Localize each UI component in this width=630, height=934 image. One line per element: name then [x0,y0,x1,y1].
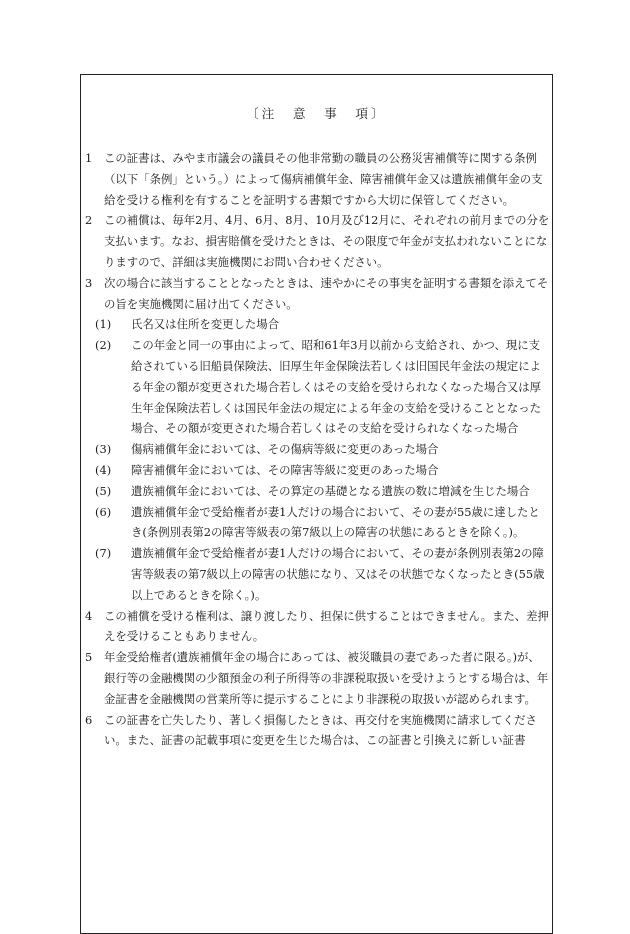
item-number: 1 [85,151,93,165]
sub-item-7 [95,543,550,605]
sub-item-text: 遺族補償年金においては、その算定の基礎となる遺族の数に増減を生じた場合 [131,483,530,498]
sub-item-text: 障害補償年金においては、その障害等級に変更のあった場合 [131,462,439,477]
sub-item-number: (2) [95,338,112,353]
item-text: 次の場合に該当することとなったときは、速やかにその事実を証明する書類を添えてその旨を実施機関に届け出てください。 [104,275,549,311]
item-text: この証書は、みやま市議会の議員その他非常勤の職員の公務災害補償等に関する条例（以下「条例」という。）によって傷病補償年金、障害補償年金又は遺族補償年金の支給を受ける権利を有することを証明する書類ですから大切に保管してください。 [104,151,543,207]
item-number: 3 [85,275,93,290]
notice-item-6 [85,710,550,752]
item-number: 2 [85,213,93,228]
sub-item-number: (7) [95,546,112,561]
sub-item-text: この年金と同一の事由によって、昭和61年3月以前から支給され、かつ、現に支給されている旧船員保険法、旧厚生年金保険法若しくは旧国民年金法の規定による年金の額が変更された場合若しくはその支給を受けられなくなった場合又は厚生年金保険法若しくは国民年金法の規定による年金の支給を受けることとなった場合、その額が変更された場合若しくはその支給を受けられなくなった場合 [131,338,542,436]
item-text: この補償は、毎年2月、4月、6月、8月、10月及び12月に、それぞれの前月までの分を支払います。なお、損害賠償を受けたときは、その限度で年金が支払われないことになりますので、詳細は実施機関にお問い合わせください。 [104,213,550,269]
sub-item-text: 傷病補償年金においては、その傷病等級に変更のあった場合 [131,442,439,457]
item-number: 4 [85,608,93,623]
item-number: 6 [85,712,93,727]
sub-item-6 [95,502,550,544]
notice-body [85,148,550,751]
sub-item-1 [95,314,550,335]
item-text: 年金受給権者(遺族補償年金の場合にあっては、被災職員の妻であった者に限る。)が、銀行等の金融機関の少額預金の利子所得等の非課税取扱いを受けようとする場合は、年金証書を金融機関の営業所等に提示することにより非課税の取扱いが認められます。 [104,650,549,706]
item-text: この証書を亡失したり、著しく損傷したときは、再交付を実施機関に請求してください。また、証書の記載事項に変更を生じた場合は、この証書と引換えに新しい証書 [104,712,537,748]
notice-item-3 [85,273,550,315]
sub-item-5 [95,481,550,502]
sub-item-2 [95,335,550,439]
notice-item-4 [85,606,550,648]
sub-item-text: 遺族補償年金で受給権者が妻1人だけの場合において、その妻が55歳に達したとき(条例別表第2の障害等級表の第7級以上の障害の状態にあるときを除く。)。 [131,504,540,540]
sub-item-number: (6) [95,504,112,519]
sub-item-4 [95,460,550,481]
sub-item-number: (5) [95,483,112,498]
sub-item-text: 氏名又は住所を変更した場合 [131,317,280,332]
sub-item-text: 遺族補償年金で受給権者が妻1人だけの場合において、その妻が条例別表第2の障害等級表の第7級以上の障害の状態になり、又はその状態でなくなったとき(55歳以上であるときを除く。)。 [131,546,545,602]
notice-item-1 [85,148,550,210]
item-number: 5 [85,650,93,665]
sub-item-3 [95,439,550,460]
notice-item-2 [85,210,550,272]
notice-item-5 [85,647,550,709]
sub-item-number: (3) [95,442,112,457]
sub-item-number: (4) [95,462,112,477]
page-title: 〔注 意 事 項〕 [246,106,387,121]
item-text: この補償を受ける権利は、譲り渡したり、担保に供することはできません。また、差押えを受けることもありません。 [104,608,549,644]
sub-item-number: (1) [95,317,112,332]
